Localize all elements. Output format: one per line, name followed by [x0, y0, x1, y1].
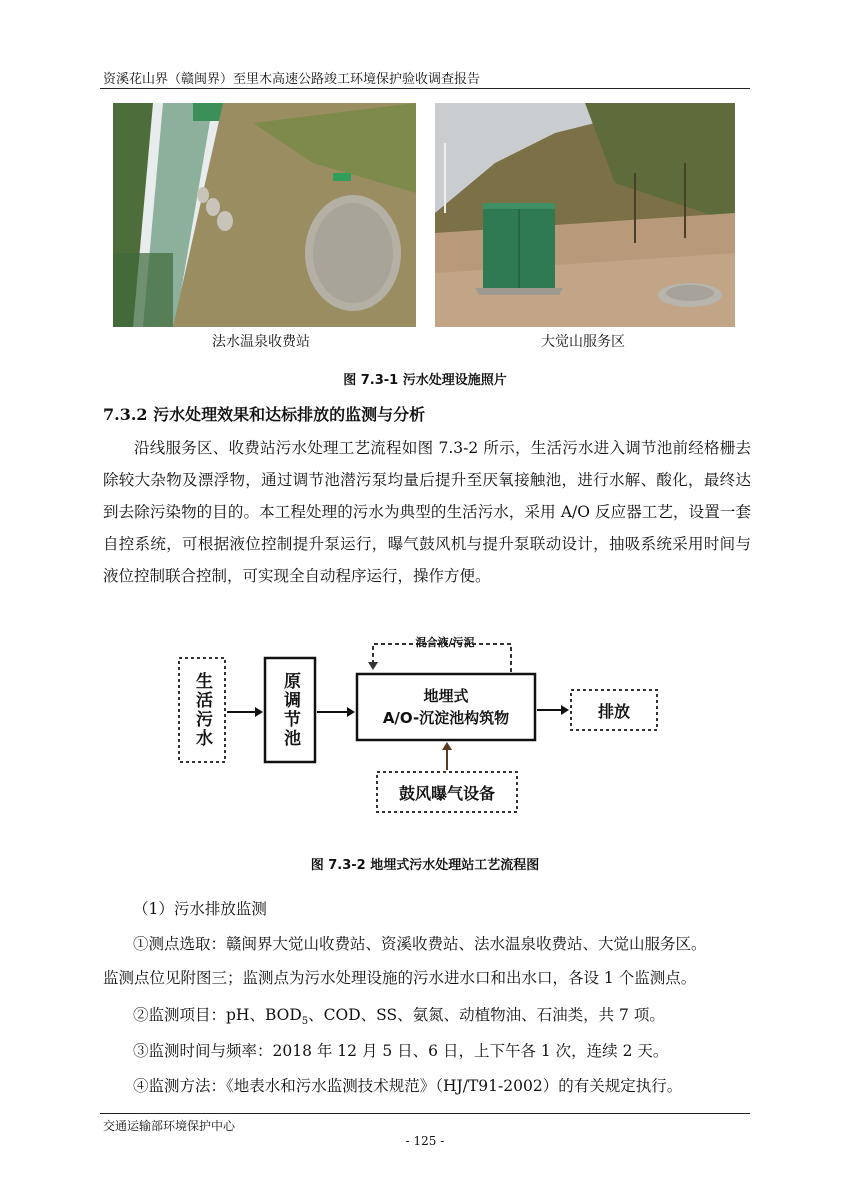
monitoring-item-1: ①测点选取：赣闽界大觉山收费站、资溪收费站、法水温泉收费站、大觉山服务区。	[133, 935, 707, 953]
section-heading: 7.3.2 污水处理效果和达标排放的监测与分析	[103, 405, 426, 424]
figure-caption-photos: 图 7.3-1 污水处理设施照片	[343, 373, 507, 388]
flow-recycle-label: 混合液/污泥	[415, 636, 475, 649]
photo-right-caption: 大觉山服务区	[541, 334, 625, 350]
footer-rule	[100, 1113, 750, 1114]
item2-subscript: 5	[301, 1016, 309, 1028]
monitoring-item-1-continued: 监测点位见附图三；监测点为污水处理设施的污水进水口和出水口，各设 1 个监测点。	[103, 969, 697, 987]
paragraph-text: 沿线服务区、收费站污水处理工艺流程如图 7.3-2 所示，生活污水进入调节池前经格栅去除较大杂物及漂浮物，通过调节池潜污泵均量后提升至厌氧接触池，进行水解、酸化，最终达到去除污染物的目的。本工程处理的污水为典型的生活污水，采用 A/O 反应器工艺，设置一套自控系统，可根据液位控制提升泵运行，曝气鼓风机与提升泵联动设计，抽吸系统采用时间与液位控制联合控制，可实现全自动程序运行，操作方便。	[103, 439, 751, 585]
header-rule	[100, 88, 750, 89]
flow-aeration-label: 鼓风曝气设备	[398, 783, 495, 803]
monitoring-item-3: ③监测时间与频率：2018 年 12 月 5 日、6 日，上下午各 1 次，连续 2 天。	[133, 1042, 669, 1060]
page-header-title: 资溪花山界（赣闽界）至里木高速公路竣工环境保护验收调查报告	[103, 72, 481, 87]
item2-suffix: 、COD、SS、氨氮、动植物油、石油类，共 7 项。	[308, 1006, 665, 1024]
flow-input-label: 生活污水	[192, 672, 212, 748]
monitoring-item-2	[133, 1003, 665, 1027]
photo-left-caption: 法水温泉收费站	[212, 334, 310, 350]
page-number: - 125 -	[405, 1134, 445, 1148]
flow-tank-label: 原调节池	[280, 672, 300, 748]
monitoring-title: （1）污水排放监测	[133, 900, 267, 918]
body-paragraph	[103, 432, 751, 592]
photo-service-area	[435, 103, 735, 327]
figure-caption-flowchart: 图 7.3-2 地埋式污水处理站工艺流程图	[310, 858, 540, 873]
monitoring-item-4: ④监测方法：《地表水和污水监测技术规范》（HJ/T91-2002）的有关规定执行。	[133, 1077, 683, 1095]
flow-main-line2: A/O-沉淀池构筑物	[382, 709, 510, 727]
process-flowchart	[165, 624, 675, 840]
item2-prefix: ②监测项目：pH、BOD	[133, 1006, 302, 1024]
footer-organization: 交通运输部环境保护中心	[103, 1119, 236, 1133]
flow-main-line1: 地埋式	[423, 687, 469, 705]
photo-toll-station	[113, 103, 416, 327]
flow-output-label: 排放	[597, 701, 630, 721]
